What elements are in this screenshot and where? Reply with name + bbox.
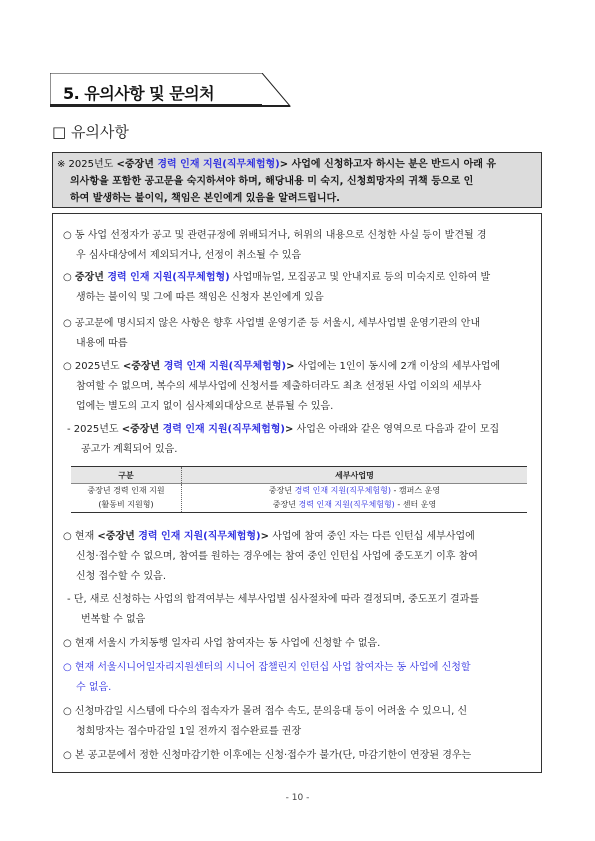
table-header-row — [71, 467, 527, 484]
item-9-line-1: ○ 현재 서울시니어일자리지원센터의 시니어 잡챌린지 인턴십 사업 참여자는 동 사업에 신청할 — [63, 662, 471, 673]
item-4-open: <중장년 — [122, 361, 164, 372]
item-7-line-1: - 단, 새로 신청하는 사업의 합격여부는 세부사업별 심사절차에 따라 결정되며, 중도포기 결과를 — [67, 594, 480, 605]
item-4-line-2: 참여할 수 없으며, 복수의 세부사업에 신청서를 제출하더라도 최초 선정된 사업 이외의 세부사 — [76, 381, 482, 392]
item-2-program: 경력 인재 지원(직무체험형) — [103, 272, 230, 283]
section-header — [50, 73, 296, 107]
item-6-pre: ○ 현재 — [63, 531, 98, 542]
table-header-program: 세부사업명 — [182, 467, 528, 484]
item-3-line-1: ○ 공고문에 명시되지 않은 사항은 향후 사업별 운영기준 등 서울시, 세부사업별 운영기관의 안내 — [63, 318, 481, 329]
item-4-line-3: 업에는 별도의 고지 없이 심사제외대상으로 분류될 수 있음. — [76, 401, 334, 412]
item-1-line-1: ○ 동 사업 선정자가 공고 및 관련규정에 위배되거나, 허위의 내용으로 신청한 사실 등이 발견될 경 — [63, 230, 487, 241]
program-name: 경력 인재 지원(직무체험형) — [157, 159, 280, 170]
table-cell-category — [71, 484, 182, 513]
item-6-close: > — [260, 531, 270, 542]
item-9-line-2: 수 없음. — [76, 682, 112, 693]
item-8-line-1: ○ 현재 서울시 가치동행 일자리 사업 참여자는 동 사업에 신청할 수 없음. — [63, 638, 381, 649]
program-line-2 — [182, 498, 527, 512]
program-close: > — [279, 159, 289, 170]
subheading-notes: □ 유의사항 — [52, 123, 129, 141]
notice-line-3: 하여 발생하는 불이익, 책임은 본인에게 있음을 알려드립니다. — [70, 193, 340, 204]
notice-box — [52, 152, 542, 208]
notice-text: ※ 2025년도 — [57, 159, 117, 170]
item-2-line-2: 생하는 불이익 및 그에 따른 책임은 신청자 본인에게 있음 — [76, 292, 324, 303]
program-line-1 — [182, 484, 527, 498]
item-6-line-3: 신청 접수할 수 있음. — [76, 571, 166, 582]
item-7-line-2: 번복할 수 없음 — [81, 614, 146, 625]
item-6-line-2: 신청·접수할 수 없으며, 참여를 원하는 경우에는 참여 중인 인턴십 사업에 중도포기 이후 참여 — [76, 551, 478, 562]
item-4-close: > — [286, 361, 295, 372]
program-table — [71, 466, 527, 513]
notice-text: 사업에 신청하고자 하시는 분은 반드시 아래 유 — [288, 159, 497, 170]
item-2-rest: 사업매뉴얼, 모집공고 및 안내지료 등의 미숙지로 인하여 발 — [229, 272, 491, 283]
item-10-line-1: ○ 신청마감일 시스템에 다수의 접속자가 몰려 접수 속도, 문의응대 등이 어려울 수 있으니, 신 — [63, 706, 468, 717]
item-6-line-1 — [63, 527, 475, 542]
item-6-rest: 사업에 참여 중인 자는 다른 인턴십 세부사업에 — [269, 531, 475, 542]
table-row — [71, 484, 527, 513]
item-4-pre: ○ 2025년도 — [63, 361, 123, 372]
table-cell-programs — [182, 484, 528, 513]
item-5-open: <중장년 — [121, 424, 163, 435]
program-suffix: - 센터 운영 — [394, 500, 437, 509]
program-name: 경력 인재 지원(직무체험형) — [294, 486, 391, 495]
item-3-line-2: 내용에 따름 — [76, 338, 128, 349]
item-1-line-2: 우 심사대상에서 제외되거나, 선정이 취소될 수 있음 — [76, 250, 302, 261]
program-prefix: 중장년 — [268, 486, 295, 495]
item-5-program: 경력 인재 지원(직무체험형) — [162, 424, 285, 435]
program-name: 경력 인재 지원(직무체험형) — [298, 500, 395, 509]
item-5-rest: 사업은 아래와 같은 영역으로 다음과 같이 모집 — [293, 424, 500, 435]
program-open: <중장년 — [116, 159, 158, 170]
item-5-line-1 — [67, 420, 499, 435]
page-number: - 10 - — [285, 793, 310, 803]
category-line-1: 중장년 경력 인재 지원 — [87, 486, 165, 495]
item-6-program: 경력 인재 지원(직무체험형) — [138, 531, 261, 542]
category-line-2: (활동비 지원형) — [98, 500, 154, 509]
item-6-open: <중장년 — [97, 531, 139, 542]
table-header-category: 구분 — [71, 467, 182, 484]
item-5-pre: - 2025년도 — [67, 424, 122, 435]
item-5-close: > — [284, 424, 294, 435]
item-11-line-1: ○ 본 공고문에서 정한 신청마감기한 이후에는 신청·접수가 불가(단, 마감기한이 연장된 경우는 — [63, 750, 472, 761]
notes-box — [52, 213, 542, 773]
notice-line-2: 의사항을 포함한 공고문을 숙지하셔야 하며, 해당내용 미 숙지, 신청희망자의 귀책 등으로 인 — [70, 176, 474, 187]
item-2-bold: 중장년 — [74, 272, 104, 283]
item-5-line-2: 공고가 계획되어 있음. — [81, 444, 178, 455]
item-4-program: 경력 인재 지원(직무체험형) — [163, 361, 287, 372]
section-title: 5. 유의사항 및 문의처 — [63, 84, 215, 103]
item-10-line-2: 청희망자는 접수마감일 1일 전까지 접수완료를 권장 — [76, 726, 302, 737]
program-suffix: - 캠퍼스 운영 — [390, 486, 441, 495]
notice-line-1 — [57, 158, 496, 171]
item-4-line-1 — [63, 357, 500, 372]
item-4-rest: 사업에는 1인이 동시에 2개 이상의 세부사업에 — [294, 361, 501, 372]
program-prefix: 중장년 — [272, 500, 299, 509]
item-2-line-1: ○ 중장년 경력 인재 지원(직무체험형) 사업매뉴얼, 모집공고 및 안내지료 등의 미숙지로 인하여 발 — [63, 272, 491, 283]
